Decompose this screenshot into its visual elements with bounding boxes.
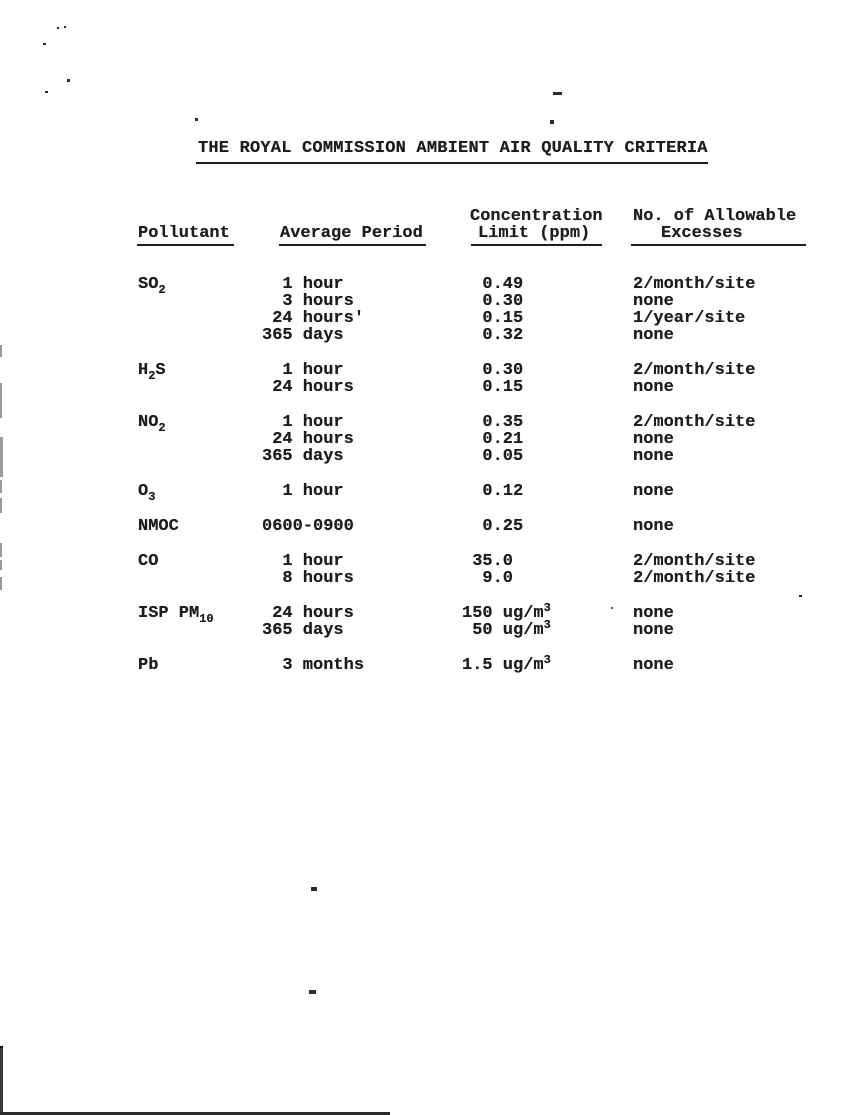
table-row (138, 570, 820, 587)
superscript: 3 (543, 618, 551, 632)
scan-speck (0, 560, 2, 570)
text-fragment: 0.12 (462, 482, 524, 501)
period-cell: 1 hour (262, 361, 344, 380)
text-fragment: NO (138, 413, 159, 432)
header-underline-limit (471, 244, 602, 246)
limit-cell (462, 570, 633, 587)
table-row (138, 431, 820, 448)
table-row (138, 601, 820, 626)
scan-speck (0, 480, 2, 493)
title-underline (196, 162, 708, 164)
scan-speck (311, 887, 317, 891)
scan-speck (0, 437, 3, 477)
pollutant-cell (138, 657, 262, 674)
excesses-cell: none (633, 292, 674, 311)
excesses-cell: none (633, 482, 674, 501)
header-underline-pollutant (137, 244, 234, 246)
excesses-cell: 2/month/site (633, 569, 756, 588)
subscript: 10 (199, 612, 214, 626)
period-cell: 24 hours (262, 430, 354, 449)
table-group (138, 482, 820, 504)
scan-speck (64, 26, 66, 28)
header-excesses-line2: Excesses (661, 224, 743, 243)
table-row (138, 482, 820, 504)
table-row (138, 553, 820, 570)
table-row (138, 379, 820, 396)
table-group (138, 653, 820, 675)
superscript: 3 (543, 653, 551, 667)
text-fragment: 0.15 (462, 309, 524, 328)
limit-cell (462, 379, 633, 396)
period-cell: 24 hours' (262, 309, 365, 328)
limit-cell (462, 414, 633, 431)
scan-speck (0, 577, 2, 590)
text-fragment: 0.49 (462, 275, 524, 294)
excesses-cell: none (633, 656, 674, 675)
scan-speck (553, 92, 562, 95)
scan-speck (611, 607, 613, 609)
table-group (138, 362, 820, 396)
scan-speck (43, 43, 46, 45)
pollutant-cell (138, 518, 262, 535)
scan-speck (309, 990, 316, 994)
table-row (138, 293, 820, 310)
limit-cell (462, 483, 633, 500)
pollutant-cell (138, 570, 262, 587)
pollutant-cell (138, 310, 262, 327)
pollutant-cell (138, 448, 262, 465)
text-fragment: CO (138, 552, 159, 571)
header-concentration-line2: Limit (ppm) (478, 224, 591, 243)
pollutant-cell (138, 361, 262, 383)
table-row (138, 413, 820, 435)
period-cell: 24 hours (262, 604, 354, 623)
text-fragment: 0.21 (462, 430, 524, 449)
excesses-cell: none (633, 604, 674, 623)
limit-cell (462, 618, 633, 640)
text-fragment: 0.05 (462, 447, 524, 466)
limit-cell (462, 276, 633, 293)
pollutant-cell (138, 553, 262, 570)
excesses-cell: none (633, 430, 674, 449)
limit-cell (462, 327, 633, 344)
table-row (138, 448, 820, 465)
pollutant-cell (138, 431, 262, 448)
excesses-cell: none (633, 621, 674, 640)
excesses-cell: 2/month/site (633, 413, 756, 432)
scan-speck (57, 27, 59, 29)
header-excesses-line1: No. of Allowable (633, 207, 797, 226)
period-cell: 365 days (262, 621, 344, 640)
text-fragment: 1.5 ug/m (462, 656, 544, 675)
table-group (138, 276, 820, 344)
scan-speck (0, 543, 2, 557)
pollutant-cell (138, 379, 262, 396)
limit-cell (462, 518, 633, 535)
header-concentration-line1: Concentration (470, 207, 603, 226)
period-cell: 0600-0900 (262, 517, 354, 536)
pollutant-cell (138, 293, 262, 310)
pollutant-cell (138, 482, 262, 504)
table-body (138, 276, 820, 692)
text-fragment: 0.30 (462, 292, 524, 311)
excesses-cell: 1/year/site (633, 309, 746, 328)
scan-speck (0, 1048, 3, 1115)
period-cell: 1 hour (262, 552, 344, 571)
table-group (138, 414, 820, 465)
pollutant-cell (138, 604, 262, 626)
table-group (138, 553, 820, 587)
period-cell: 365 days (262, 326, 344, 345)
page-title: THE ROYAL COMMISSION AMBIENT AIR QUALITY CRITERIA (198, 139, 708, 158)
header-underline-excesses (631, 244, 806, 246)
scan-speck (799, 595, 802, 597)
scan-speck (550, 120, 554, 124)
header-underline-average-period (279, 244, 426, 246)
pollutant-cell (138, 275, 262, 297)
subscript: 2 (158, 421, 166, 435)
scan-speck (0, 383, 2, 418)
text-fragment: ISP PM (138, 604, 200, 623)
scan-speck (0, 498, 2, 513)
excesses-cell: none (633, 517, 674, 536)
table-row (138, 361, 820, 383)
pollutant-cell (138, 327, 262, 344)
period-cell: 365 days (262, 447, 344, 466)
superscript: 3 (543, 601, 551, 615)
period-cell: 1 hour (262, 275, 344, 294)
subscript: 2 (158, 283, 166, 297)
text-fragment: NMOC (138, 517, 179, 536)
period-cell: 1 hour (262, 482, 344, 501)
limit-cell (462, 553, 633, 570)
header-average-period: Average Period (280, 224, 423, 243)
period-cell: 1 hour (262, 413, 344, 432)
limit-cell (462, 653, 633, 675)
text-fragment: SO (138, 275, 159, 294)
excesses-cell: none (633, 447, 674, 466)
table-row (138, 310, 820, 327)
table-row (138, 653, 820, 675)
text-fragment: 0.30 (462, 361, 524, 380)
subscript: 3 (148, 490, 156, 504)
text-fragment: O (138, 482, 149, 501)
text-fragment: 0.35 (462, 413, 524, 432)
table-group (138, 601, 820, 640)
period-cell: 3 hours (262, 292, 354, 311)
excesses-cell: 2/month/site (633, 552, 756, 571)
table-group (138, 518, 820, 535)
text-fragment: 35.0 (462, 552, 514, 571)
scan-speck (0, 345, 2, 357)
text-fragment: 9.0 (462, 569, 514, 588)
limit-cell (462, 293, 633, 310)
scan-speck (45, 91, 48, 93)
excesses-cell: 2/month/site (633, 275, 756, 294)
text-fragment: S (155, 361, 166, 380)
period-cell: 8 hours (262, 569, 354, 588)
text-fragment: Pb (138, 656, 159, 675)
text-fragment: H (138, 361, 149, 380)
excesses-cell: none (633, 326, 674, 345)
scan-speck (67, 79, 70, 82)
scan-speck (195, 118, 198, 121)
period-cell: 3 months (262, 656, 365, 675)
pollutant-cell (138, 413, 262, 435)
subscript: 2 (148, 369, 156, 383)
limit-cell (462, 362, 633, 379)
text-fragment: 0.15 (462, 378, 524, 397)
limit-cell (462, 431, 633, 448)
text-fragment: 0.32 (462, 326, 524, 345)
text-fragment: 150 ug/m (462, 604, 544, 623)
excesses-cell: 2/month/site (633, 361, 756, 380)
limit-cell (462, 310, 633, 327)
text-fragment: 0.25 (462, 517, 524, 536)
limit-cell (462, 448, 633, 465)
table-row (138, 275, 820, 297)
period-cell: 24 hours (262, 378, 354, 397)
text-fragment: 50 ug/m (462, 621, 544, 640)
header-pollutant: Pollutant (138, 224, 230, 243)
table-row (138, 518, 820, 535)
excesses-cell: none (633, 378, 674, 397)
table-row (138, 327, 820, 344)
